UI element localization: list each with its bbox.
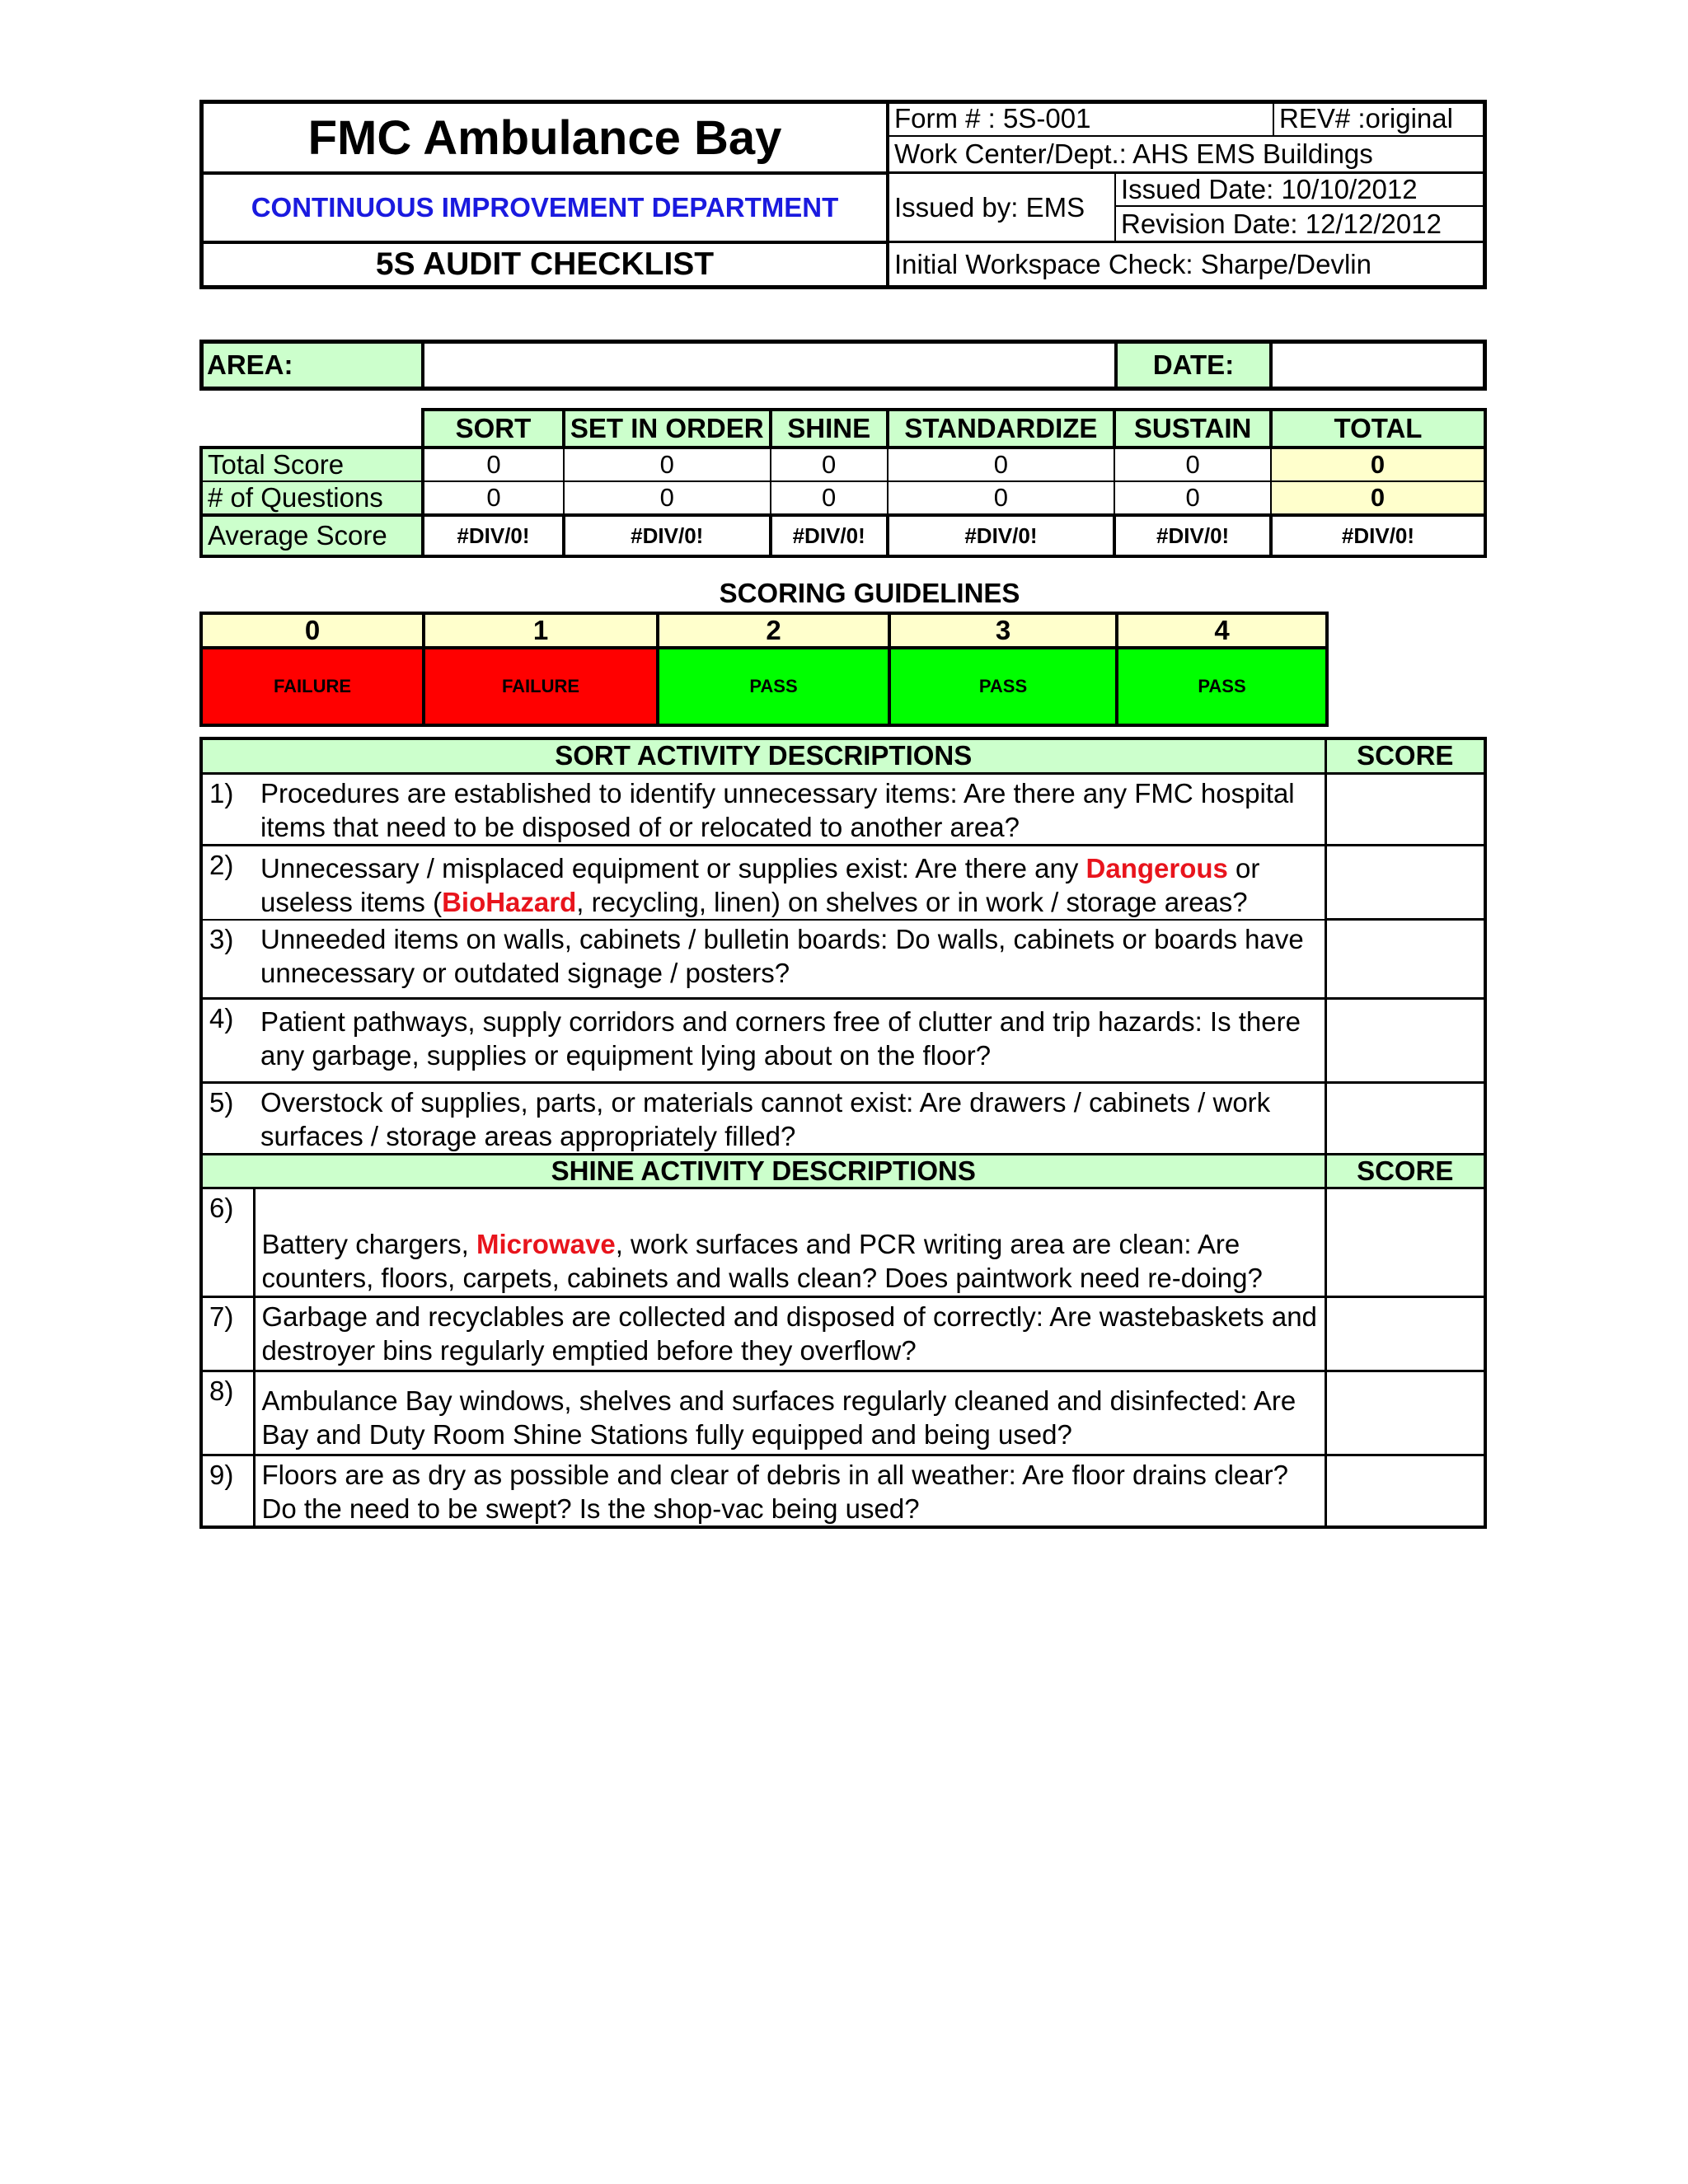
score-input[interactable]: [1325, 773, 1485, 845]
summary-cell: #DIV/0!: [564, 515, 771, 556]
summary-cell: #DIV/0!: [1114, 515, 1271, 556]
guideline-score: 2: [658, 613, 889, 648]
highlight-dangerous: Dangerous: [1085, 852, 1228, 883]
audit-questions-table: [199, 737, 1487, 1529]
guideline-score: 0: [201, 613, 424, 648]
average-row: [201, 515, 1485, 556]
area-input[interactable]: [424, 344, 1114, 387]
question-text-part: Floors are as dry as possible and clear of debris in all weather: Are floor drains clear? Do the need to be swept? Is the shop-vac being used?: [261, 1460, 1288, 1524]
guideline-result: PASS: [1117, 648, 1327, 725]
summary-cell: #DIV/0!: [1271, 515, 1485, 556]
question-text: [254, 1455, 1325, 1528]
question-number: 9): [201, 1455, 254, 1528]
question-number: 2): [201, 845, 254, 920]
date-label: DATE:: [1118, 344, 1269, 387]
summary-cell: #DIV/0!: [771, 515, 888, 556]
guideline-result: FAILURE: [201, 648, 424, 725]
question-text-part: , recycling, linen) on shelves or in work / storage areas?: [576, 886, 1248, 917]
summary-cell: #DIV/0!: [888, 515, 1115, 556]
question-number: 1): [201, 773, 254, 845]
question-text: [254, 1371, 1325, 1455]
question-row: [201, 999, 1485, 1083]
summary-cell: 0: [423, 481, 563, 515]
question-number: 7): [201, 1297, 254, 1371]
highlight-microwave: Microwave: [476, 1229, 616, 1259]
issued-date: Issued Date: 10/10/2012: [1121, 174, 1418, 204]
row-label: Total Score: [201, 448, 423, 481]
question-text: [254, 1083, 1325, 1155]
score-column-header: SCORE: [1325, 738, 1485, 773]
score-input[interactable]: [1325, 1371, 1485, 1455]
issued-by: Issued by: EMS: [894, 191, 1085, 223]
question-text-part: Unnecessary / misplaced equipment or supplies exist: Are there any: [260, 852, 1086, 883]
summary-cell: 0: [1114, 448, 1271, 481]
question-row: [201, 1297, 1485, 1371]
area-label: AREA:: [204, 344, 421, 387]
score-column-header: SCORE: [1325, 1155, 1485, 1188]
score-input[interactable]: [1325, 1297, 1485, 1371]
department-name: CONTINUOUS IMPROVEMENT DEPARTMENT: [251, 192, 839, 223]
question-number: 3): [201, 920, 254, 999]
date-input[interactable]: [1273, 344, 1483, 387]
question-number: 8): [201, 1371, 254, 1455]
summary-cell: #DIV/0!: [423, 515, 563, 556]
question-text: [254, 1297, 1325, 1371]
question-text: [254, 999, 1325, 1083]
question-row: [201, 1371, 1485, 1455]
total-score-row: [201, 448, 1485, 481]
guideline-result: PASS: [889, 648, 1117, 725]
shine-section-header: [201, 1155, 1485, 1188]
summary-total-cell: 0: [1271, 481, 1485, 515]
question-text-part: Garbage and recyclables are collected and disposed of correctly: Are wastebaskets and destroyer bins regularly emptied before they overflow?: [261, 1301, 1317, 1366]
sort-section-title: SORT ACTIVITY DESCRIPTIONS: [201, 738, 1325, 773]
shine-section-title: SHINE ACTIVITY DESCRIPTIONS: [201, 1155, 1325, 1188]
col-standardize: STANDARDIZE: [888, 410, 1115, 448]
question-text-part: Procedures are established to identify unnecessary items: Are there any FMC hospital items that need to be disposed of or relocated to another area?: [260, 777, 1295, 842]
highlight-biohazard: BioHazard: [442, 886, 577, 917]
scoring-guidelines-title: SCORING GUIDELINES: [719, 578, 1020, 608]
score-input[interactable]: [1325, 1455, 1485, 1528]
question-row: [201, 1455, 1485, 1528]
question-number: 6): [201, 1188, 254, 1297]
form-number: Form # : 5S-001: [894, 103, 1091, 134]
guideline-result-row: [201, 648, 1327, 725]
work-center: Work Center/Dept.: AHS EMS Buildings: [894, 138, 1373, 169]
question-text-part: Unneeded items on walls, cabinets / bulletin boards: Do walls, cabinets or boards have unnecessary or outdated signage / posters?: [260, 923, 1304, 988]
summary-cell: 0: [888, 448, 1115, 481]
guideline-score: 4: [1117, 613, 1327, 648]
question-row: [201, 773, 1485, 845]
initial-workspace-check: Initial Workspace Check: Sharpe/Devlin: [894, 248, 1372, 279]
question-number: 5): [201, 1083, 254, 1155]
col-sort: SORT: [423, 410, 563, 448]
summary-cell: 0: [564, 481, 771, 515]
question-text-part: Battery chargers,: [261, 1229, 476, 1259]
question-text-part: Overstock of supplies, parts, or materials cannot exist: Are drawers / cabinets / work surfaces / storage areas appropriately filled?: [260, 1087, 1271, 1151]
score-input[interactable]: [1325, 920, 1485, 999]
summary-cell: 0: [1114, 481, 1271, 515]
summary-cell: 0: [888, 481, 1115, 515]
summary-table: [199, 408, 1487, 558]
page-title: FMC Ambulance Bay: [307, 110, 782, 165]
question-number: 4): [201, 999, 254, 1083]
question-text-part: , work surfaces and PCR writing area are clean: Are counters, floors, carpets, cabinets and walls clean? Does paintwork need re-doing?: [261, 1229, 1263, 1293]
question-row: [201, 1083, 1485, 1155]
summary-total-cell: 0: [1271, 448, 1485, 481]
question-text: [254, 920, 1325, 999]
revision-number: REV# :original: [1279, 103, 1453, 134]
revision-date: Revision Date: 12/12/2012: [1121, 208, 1442, 239]
score-input[interactable]: [1325, 845, 1485, 920]
score-input[interactable]: [1325, 999, 1485, 1083]
guideline-score-row: [201, 613, 1327, 648]
col-set-in-order: SET IN ORDER: [564, 410, 771, 448]
summary-header-row: [201, 410, 1485, 448]
col-shine: SHINE: [771, 410, 888, 448]
question-text-part: Patient pathways, supply corridors and corners free of clutter and trip hazards: Is there any garbage, supplies or equipment lying about on the floor?: [260, 1006, 1301, 1071]
question-row: [201, 920, 1485, 999]
summary-cell: 0: [423, 448, 563, 481]
checklist-title: 5S AUDIT CHECKLIST: [375, 246, 715, 282]
guideline-score: 3: [889, 613, 1117, 648]
summary-cell: 0: [564, 448, 771, 481]
question-text: [254, 773, 1325, 845]
sort-section-header: [201, 738, 1485, 773]
score-input[interactable]: [1325, 1188, 1485, 1297]
question-text-part: or useless items (: [260, 852, 1260, 917]
scoring-guidelines-table: [199, 612, 1329, 727]
guideline-result: PASS: [658, 648, 889, 725]
questions-row: [201, 481, 1485, 515]
summary-cell: 0: [771, 448, 888, 481]
row-label: Average Score: [201, 515, 423, 556]
score-input[interactable]: [1325, 1083, 1485, 1155]
col-total: TOTAL: [1271, 410, 1485, 448]
question-text: [254, 1188, 1325, 1297]
row-label: # of Questions: [201, 481, 423, 515]
summary-cell: 0: [771, 481, 888, 515]
col-sustain: SUSTAIN: [1114, 410, 1271, 448]
guideline-result: FAILURE: [424, 648, 658, 725]
question-row: [201, 845, 1485, 920]
question-row: [201, 1188, 1485, 1297]
question-text: [254, 845, 1325, 920]
question-text-part: Ambulance Bay windows, shelves and surfaces regularly cleaned and disinfected: Are Bay and Duty Room Shine Stations fully equipped and being used?: [261, 1385, 1296, 1450]
guideline-score: 1: [424, 613, 658, 648]
